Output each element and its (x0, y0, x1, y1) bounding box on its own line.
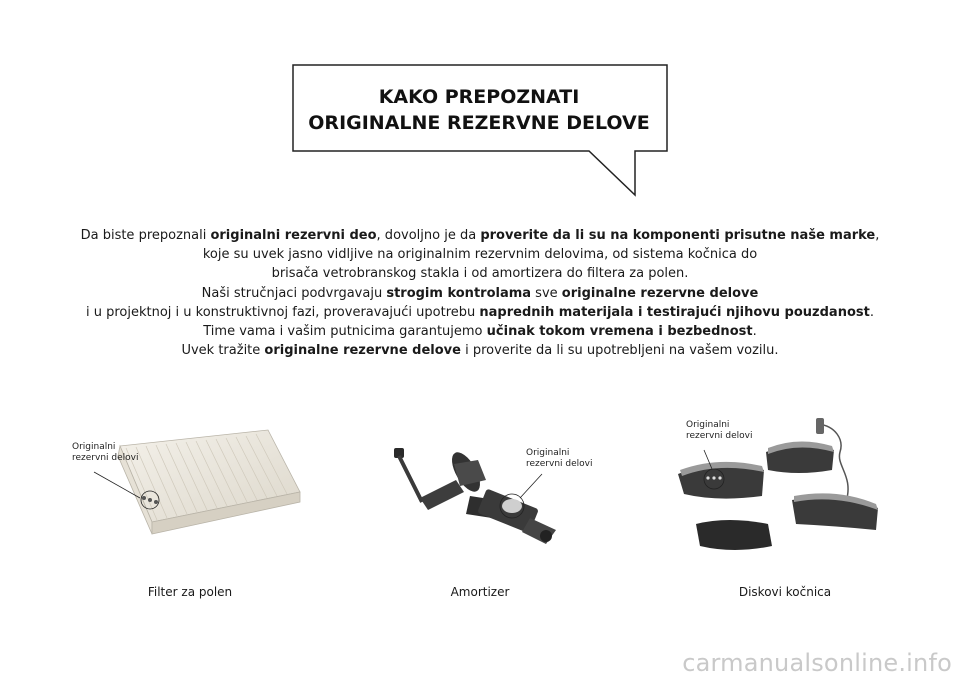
intro-text: . (869, 304, 874, 320)
intro-line (40, 341, 920, 360)
shock-caption: Amortizer (450, 585, 510, 599)
intro-text: brisača vetrobranskog stakla i od amortizera do filtera za polen. (271, 266, 689, 282)
intro-line (40, 245, 920, 264)
intro-line (40, 264, 920, 283)
shock-absorber-image (380, 440, 600, 580)
intro-text: i u projektnoj i u konstruktivnoj fazi, proveravajući upotrebu (86, 304, 480, 320)
intro-text: koje su uvek jasno vidljive na originalnim rezervnim delovima, od sistema kočnica do (202, 247, 758, 263)
intro-text: Uvek tražite (181, 343, 265, 359)
brake-annotation (686, 420, 752, 442)
shock-annotation-line-1: Originalni (526, 448, 570, 458)
brake-annotation-line-1: Originalni (686, 420, 730, 430)
filter-annotation-line-2: rezervni delovi (72, 453, 139, 463)
title-speech-bubble (292, 64, 668, 204)
intro-line (40, 322, 920, 341)
shock-annotation (526, 448, 592, 470)
intro-bold-text: originalne rezervne delove (561, 285, 759, 301)
intro-bold-text: naprednih materijala i testirajući njihovu pouzdanost (479, 304, 870, 320)
pollen-filter-illustration (60, 410, 300, 570)
watermark-text: carmanualsonline.info (682, 649, 952, 677)
intro-line (40, 226, 920, 245)
intro-text: i proverite da li su upotrebljeni na vašem vozilu. (460, 343, 779, 359)
title-line-1: KAKO PREPOZNATI (378, 86, 580, 108)
intro-text: . (752, 324, 757, 340)
intro-text: Naši stručnjaci podvrgavaju (201, 285, 387, 301)
filter-annotation (72, 442, 138, 464)
intro-bold-text: strogim kontrolama (386, 285, 532, 301)
brake-annotation-line-2: rezervni delovi (686, 431, 753, 441)
intro-line (40, 284, 920, 303)
intro-text: Time vama i vašim putnicima garantujemo (203, 324, 487, 340)
intro-text: , (875, 228, 880, 243)
shock-annotation-line-2: rezervni delovi (526, 459, 593, 469)
intro-line (40, 303, 920, 322)
intro-paragraph (40, 226, 920, 360)
title-line-2: ORIGINALNE REZERVNE DELOVE (308, 112, 650, 134)
brake-pads-image (668, 412, 900, 572)
intro-bold-text: proverite da li su na komponenti prisutne naše marke (480, 228, 876, 243)
intro-bold-text: učinak tokom vremena i bezbednost (486, 324, 753, 340)
intro-bold-text: originalne rezervne delove (264, 343, 461, 359)
intro-text: sve (531, 285, 562, 301)
brake-caption: Diskovi kočnica (738, 585, 832, 599)
page-title (294, 84, 664, 136)
pollen-filter-image (60, 410, 300, 570)
filter-annotation-line-1: Originalni (72, 442, 116, 452)
intro-text: , dovoljno je da (376, 228, 481, 243)
filter-caption: Filter za polen (147, 585, 233, 599)
intro-bold-text: originalni rezervni deo (210, 228, 377, 243)
intro-text: Da biste prepoznali (80, 228, 211, 243)
